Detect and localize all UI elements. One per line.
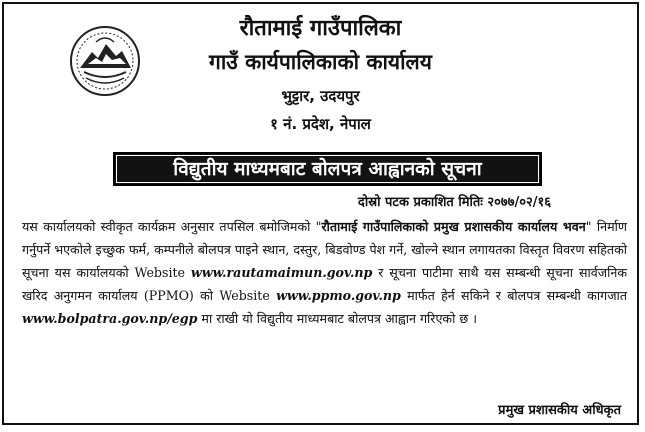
bolpatra-website-link[interactable]: www.bolpatra.gov.np/egp [22, 311, 198, 326]
notice-heading: विद्युतीय माध्यमबाट बोलपत्र आह्वानको सूचना [113, 152, 542, 186]
body-text-1: यस कार्यालयको स्वीकृत कार्यक्रम अनुसार तपसिल बमोजिमको " [22, 219, 322, 234]
office-name: गाउँ कार्यपालिकाको कार्यालय [209, 50, 432, 74]
notice-frame [2, 2, 639, 425]
body-text-4: मार्फत हेर्न सकिने र बोलपत्र सम्बन्धी कागजात [400, 288, 627, 303]
municipality-name: रौतामाई गाउँपालिका [239, 16, 402, 41]
municipality-website-link[interactable]: www.rautamaimun.gov.np [190, 265, 373, 280]
body-text-3: र सूचना पाटीमा साथै यस सम्बन्धी सूचना सार्वजनिक खरिद अनुगमन कार्यालय (PPMO) को Website [22, 265, 627, 303]
province-line: १ नं. प्रदेश, नेपाल [270, 115, 371, 133]
ppmo-website-link[interactable]: www.ppmo.gov.np [276, 288, 401, 303]
project-name: रौतामाई गाउँपालिकाको प्रमुख प्रशासकीय कार्यालय भवन [321, 219, 586, 234]
notice-body [22, 215, 627, 330]
publish-date: दोस्रो पटक प्रकाशित मितिः २०७७/०२/१६ [357, 195, 551, 210]
body-text-5: मा राखी यो विद्युतीय माध्यमबाट बोलपत्र आह्वान गरिएको छ । [197, 311, 477, 326]
office-address: भुट्टार, उदयपुर [281, 87, 360, 105]
signatory-title: प्रमुख प्रशासकीय अधिकृत [498, 403, 621, 418]
body-text-2: " निर्माण गर्नुपर्ने भएकोले इच्छुक फर्म, कम्पनीले बोलपत्र पाइने स्थान, दस्तुर, बिडवोण्ड पेश गर्ने, खोल्ने स्थान लगायतका विस्तृत विवरण सहितको सूचना यस कार्यालयको Website [22, 219, 628, 280]
